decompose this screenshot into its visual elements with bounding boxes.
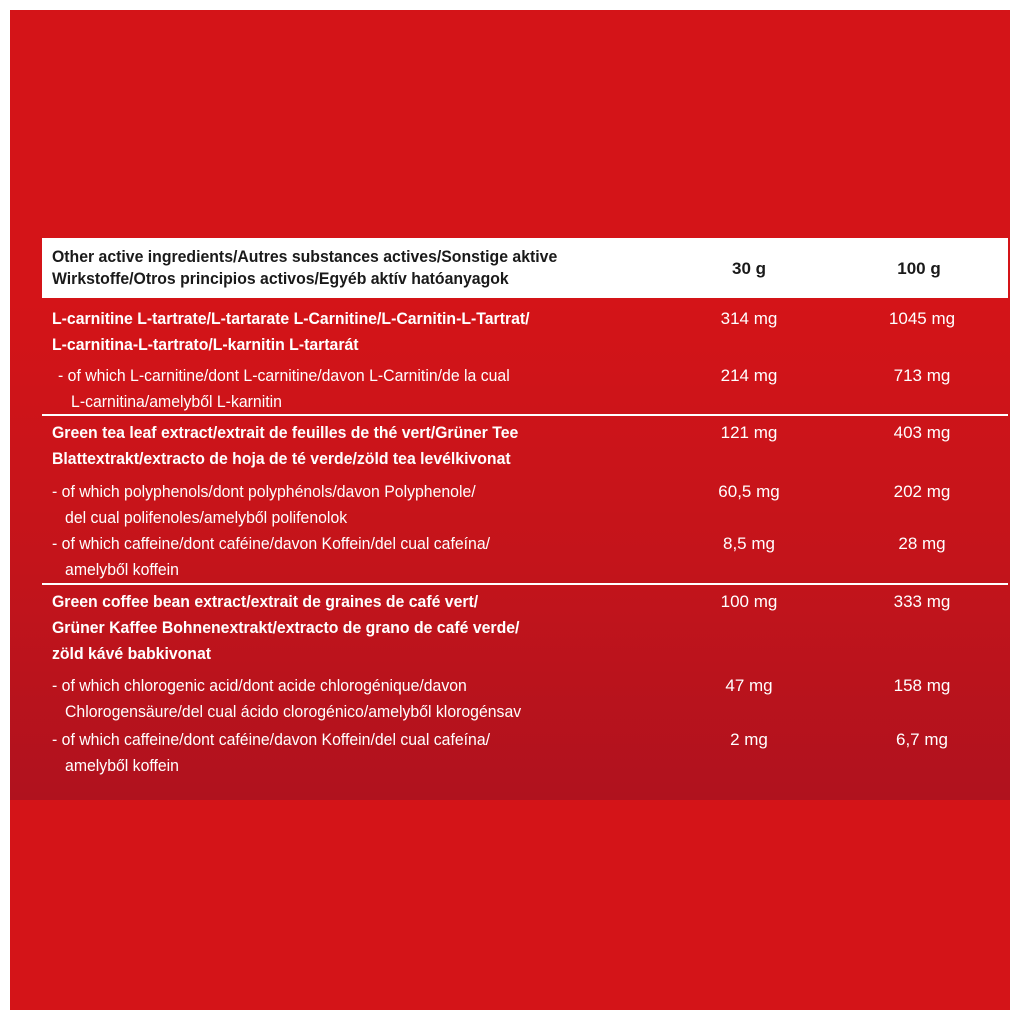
row-carnitine-sub-label (58, 363, 510, 415)
row-carnitine-tartrate-100g: 1045 mg (888, 309, 956, 328)
row-polyphenols-label (52, 479, 476, 531)
row-green-coffee-100g: 333 mg (893, 592, 951, 611)
table-row-text: Chlorogensäure/del cual ácido clorogénico/amelyből klorogénsav (65, 702, 522, 721)
row-coffee-caffeine-label (52, 727, 490, 779)
table-row-text: L-carnitina/amelyből L-karnitin (71, 392, 282, 411)
row-green-coffee-30g: 100 mg (720, 592, 778, 611)
table-row-text: zöld kávé babkivonat (52, 644, 212, 663)
row-tea-caffeine-label (52, 531, 490, 583)
table-row-text: - of which caffeine/dont caféine/davon Koffein/del cual cafeína/ (52, 534, 491, 553)
row-green-tea-30g: 121 mg (720, 423, 778, 442)
row-green-tea-100g: 403 mg (893, 423, 951, 442)
row-coffee-caffeine-100g: 6,7 mg (896, 730, 948, 749)
table-row-text: Green coffee bean extract/extrait de graines de café vert/ (52, 592, 479, 611)
section-divider (42, 414, 1008, 416)
table-row-text: Blattextrakt/extracto de hoja de té verde/zöld tea levélkivonat (52, 449, 511, 468)
row-tea-caffeine-30g: 8,5 mg (723, 534, 775, 553)
table-row-text: amelyből koffein (65, 560, 179, 579)
section-divider (42, 583, 1008, 585)
row-coffee-caffeine-30g: 2 mg (730, 730, 768, 749)
row-polyphenols-30g: 60,5 mg (718, 482, 780, 501)
table-row-text: - of which caffeine/dont caféine/davon Koffein/del cual cafeína/ (52, 730, 491, 749)
row-carnitine-sub-30g: 214 mg (720, 366, 778, 385)
row-chlorogenic-30g: 47 mg (725, 676, 773, 695)
row-chlorogenic-label (52, 673, 521, 725)
table-row-text: - of which L-carnitine/dont L-carnitine/davon L-Carnitin/de la cual (58, 366, 510, 385)
row-carnitine-tartrate-30g: 314 mg (720, 309, 778, 328)
table-row-text: - of which polyphenols/dont polyphénols/davon Polyphenole/ (52, 482, 476, 501)
header-30g: 30 g (731, 259, 767, 278)
row-green-tea-label (52, 420, 518, 472)
header-label-line2: Wirkstoffe/Otros principios activos/Egyéb aktív hatóanyagok (52, 269, 509, 288)
table-row-text: - of which chlorogenic acid/dont acide chlorogénique/davon (52, 676, 467, 695)
table-row-text: Green tea leaf extract/extrait de feuilles de thé vert/Grüner Tee (52, 423, 519, 442)
row-polyphenols-100g: 202 mg (893, 482, 951, 501)
row-green-coffee-label (52, 589, 519, 667)
row-carnitine-sub-100g: 713 mg (893, 366, 951, 385)
header-100g: 100 g (897, 259, 941, 278)
table-row-text: L-carnitine L-tartrate/L-tartarate L-Carnitine/L-Carnitin-L-Tartrat/ (52, 309, 530, 328)
header-label-line1: Other active ingredients/Autres substances actives/Sonstige aktive (52, 247, 558, 266)
row-tea-caffeine-100g: 28 mg (898, 534, 946, 553)
row-carnitine-tartrate-label (52, 306, 530, 358)
table-row-text: del cual polifenoles/amelyből polifenolok (65, 508, 348, 527)
table-row-text: amelyből koffein (65, 756, 179, 775)
table-row-text: Grüner Kaffee Bohnenextrakt/extracto de grano de café verde/ (52, 618, 520, 637)
table-row-text: L-carnitina-L-tartrato/L-karnitin L-tartarát (52, 335, 359, 354)
row-chlorogenic-100g: 158 mg (893, 676, 951, 695)
